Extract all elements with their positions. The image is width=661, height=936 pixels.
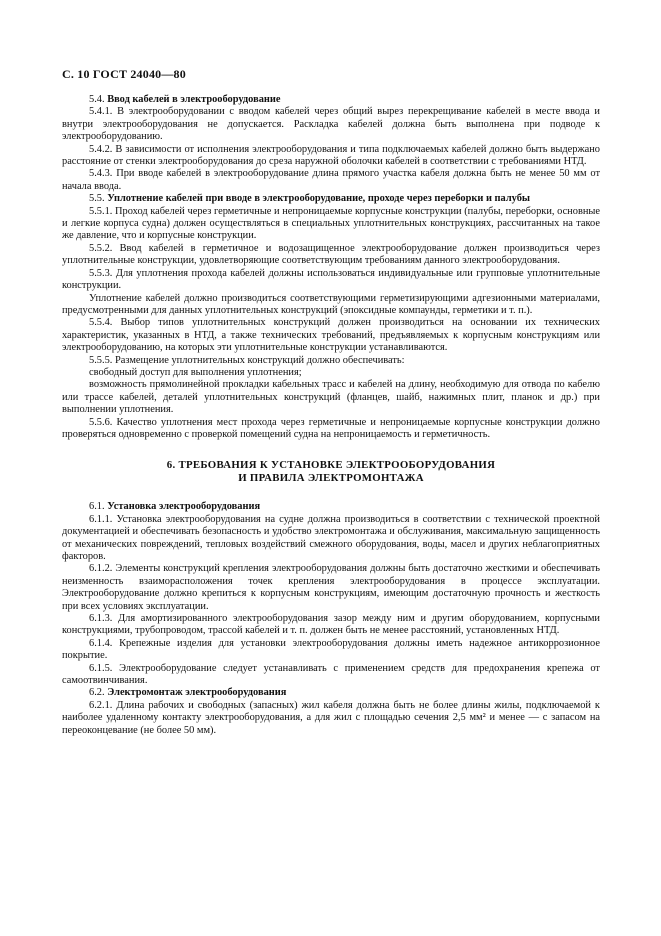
paragraph-text: Длина рабочих и свободных (запасных) жил кабеля должна быть не более длины жилы, подключаемой к наиболее удаленному контакту электрооборудования, а для жил с площадью сечения 2,5 мм² и менее — с запасом на переоконцевание (не более 50 мм).	[62, 699, 600, 736]
paragraph	[62, 193, 600, 205]
paragraph-text: Размещение уплотнительных конструкций должно обеспечивать:	[115, 354, 405, 366]
paragraph	[62, 563, 600, 613]
paragraph	[62, 243, 600, 268]
paragraph-number: 5.5.4.	[89, 317, 113, 329]
paragraph-text: Проход кабелей через герметичные и непроницаемые корпусные конструкции (палубы, переборки, основные и легкие корпуса судна) должен осуществляться в специальных уплотнительных конструкциях, рассчитанных на такое же давление, что и корпусные конструкции.	[62, 205, 600, 242]
paragraph-text: Качество уплотнения мест прохода через герметичные и непроницаемые корпусные конструкции должно проверяться одновременно с проверкой помещений судна на непроницаемость и герметичность.	[62, 416, 600, 440]
document-body	[62, 94, 600, 737]
paragraph-text: Для уплотнения прохода кабелей должны использоваться индивидуальные или групповые уплотнительные конструкции.	[62, 267, 600, 292]
paragraph-text: Элементы конструкций крепления электрооборудования должны быть достаточно жесткими и обеспечивать неизменность взаиморасположения точек крепления электрооборудования в процессе эксплуатации. Электрооборудование должно крепиться к корпусным конструкциям, имеющим достаточную прочность и жесткость при всех условиях эксплуатации.	[62, 563, 600, 612]
paragraph-text: При вводе кабелей в электрооборудование длина прямого участка кабеля должна быть не менее 50 мм от начала ввода.	[62, 168, 600, 192]
paragraph-text: В зависимости от исполнения электрооборудования и типа подключаемых кабелей должно быть выдержано расстояние от стенки электрооборудования до среза наружной оболочки кабелей в соответствии с требованиями НТД.	[62, 143, 600, 168]
paragraph-text: Установка электрооборудования на судне должна производиться в соответствии с технической проектной документацией и обеспечивать безопасность и удобство электромонтажа и обслуживания, максимальную защищенность от механических повреждений, тепловых воздействий смежного оборудования, воды, масел и других неблагоприятных факторов.	[62, 513, 600, 562]
paragraph	[62, 663, 600, 688]
paragraph	[62, 613, 600, 638]
paragraph-text: Ввод кабелей в герметичное и водозащищенное электрооборудование должен производиться через уплотнительные конструкции, удовлетворяющие соответствующим требованиям данного электрооборудования.	[62, 242, 600, 267]
paragraph	[62, 317, 600, 354]
paragraph	[62, 514, 600, 564]
subsection-title: Установка электрооборудования	[107, 501, 261, 513]
paragraph	[62, 355, 600, 367]
paragraph-text: возможность прямолинейной прокладки кабельных трасс и кабелей на длину, необходимую для отвода по кабелю или трассе кабелей, деталей уплотнительных конструкций (фланцев, шайб, нажимных плит, планок и др.) при выполнении уплотнения.	[62, 379, 600, 416]
paragraph-text: Выбор типов уплотнительных конструкций должен производиться на основании их технических характеристик, указанных в НТД, а также технических требований, предъявляемых к корпусным конструкциям или электрооборудованию, на которых эти уплотнительные конструкции устанавливаются.	[62, 317, 600, 354]
section-title-line: 6. ТРЕБОВАНИЯ К УСТАНОВКЕ ЭЛЕКТРООБОРУДОВАНИЯ	[166, 459, 496, 472]
paragraph-number: 5.5.2.	[89, 242, 113, 254]
paragraph-number: 5.5.6.	[89, 416, 113, 428]
paragraph-text: В электрооборудовании с вводом кабелей через общий вырез перекрещивание кабелей в месте ввода и внутри электрооборудования не допускается. Раскладка кабелей должна быть выполнена при подводе к электрооборудованию.	[62, 106, 600, 143]
subsection-title: Электромонтаж электрооборудования	[107, 687, 287, 699]
paragraph	[62, 293, 600, 318]
paragraph-text: Для амортизированного электрооборудования зазор между ним и другим оборудованием, корпусными конструкциями, трубопроводом, трассой кабелей и т. п. должен быть не менее расстояний, установленных НТД.	[62, 613, 600, 637]
paragraph-text: Крепежные изделия для установки электрооборудования должны иметь надежное антикоррозионное покрытие.	[62, 637, 600, 662]
paragraph	[62, 144, 600, 169]
paragraph-number: 5.4.	[89, 94, 105, 105]
page-header: С. 10 ГОСТ 24040—80	[62, 67, 186, 81]
section-5-block	[62, 94, 600, 441]
paragraph	[62, 700, 600, 737]
paragraph-number: 6.2.	[89, 687, 105, 699]
paragraph-text: Уплотнение кабелей должно производиться соответствующими герметизирующими адгезионными материалами, предусмотренными для данных уплотнительных конструкций (эпоксидные компаунды, герметики и т. п.).	[62, 292, 600, 316]
paragraph	[62, 501, 600, 513]
paragraph	[62, 379, 600, 416]
paragraph-number: 6.1.5.	[89, 662, 113, 674]
subsection-title: Уплотнение кабелей при вводе в электрооборудование, проходе через переборки и палубы	[107, 193, 531, 205]
paragraph-number: 5.5.5.	[89, 354, 113, 366]
section-6-title	[62, 459, 600, 485]
paragraph	[62, 268, 600, 293]
paragraph-number: 5.4.1.	[89, 106, 113, 118]
paragraph	[62, 417, 600, 442]
paragraph-number: 5.4.2.	[89, 143, 113, 155]
subsection-title: Ввод кабелей в электрооборудование	[107, 94, 281, 105]
paragraph-number: 5.4.3.	[89, 168, 113, 180]
paragraph-number: 6.2.1.	[89, 699, 113, 711]
paragraph-number: 6.1.1.	[89, 513, 113, 525]
paragraph	[62, 638, 600, 663]
paragraph-number: 5.5.1.	[89, 205, 113, 217]
paragraph-number: 5.5.	[89, 193, 105, 205]
paragraph-number: 6.1.2.	[89, 563, 113, 575]
paragraph-number: 5.5.3.	[89, 267, 113, 279]
paragraph-number: 6.1.4.	[89, 637, 113, 649]
paragraph-number: 6.1.3.	[89, 613, 113, 625]
paragraph	[62, 367, 600, 379]
paragraph	[62, 168, 600, 193]
paragraph-text: свободный доступ для выполнения уплотнения;	[89, 366, 302, 378]
paragraph	[62, 94, 600, 106]
paragraph-number: 6.1.	[89, 501, 105, 513]
paragraph	[62, 106, 600, 143]
paragraph	[62, 206, 600, 243]
section-6-block	[62, 501, 600, 737]
paragraph	[62, 687, 600, 699]
section-title-line: И ПРАВИЛА ЭЛЕКТРОМОНТАЖА	[238, 472, 424, 485]
paragraph-text: Электрооборудование следует устанавливать с применением средств для предохранения крепежа от самоотвинчивания.	[62, 662, 600, 687]
